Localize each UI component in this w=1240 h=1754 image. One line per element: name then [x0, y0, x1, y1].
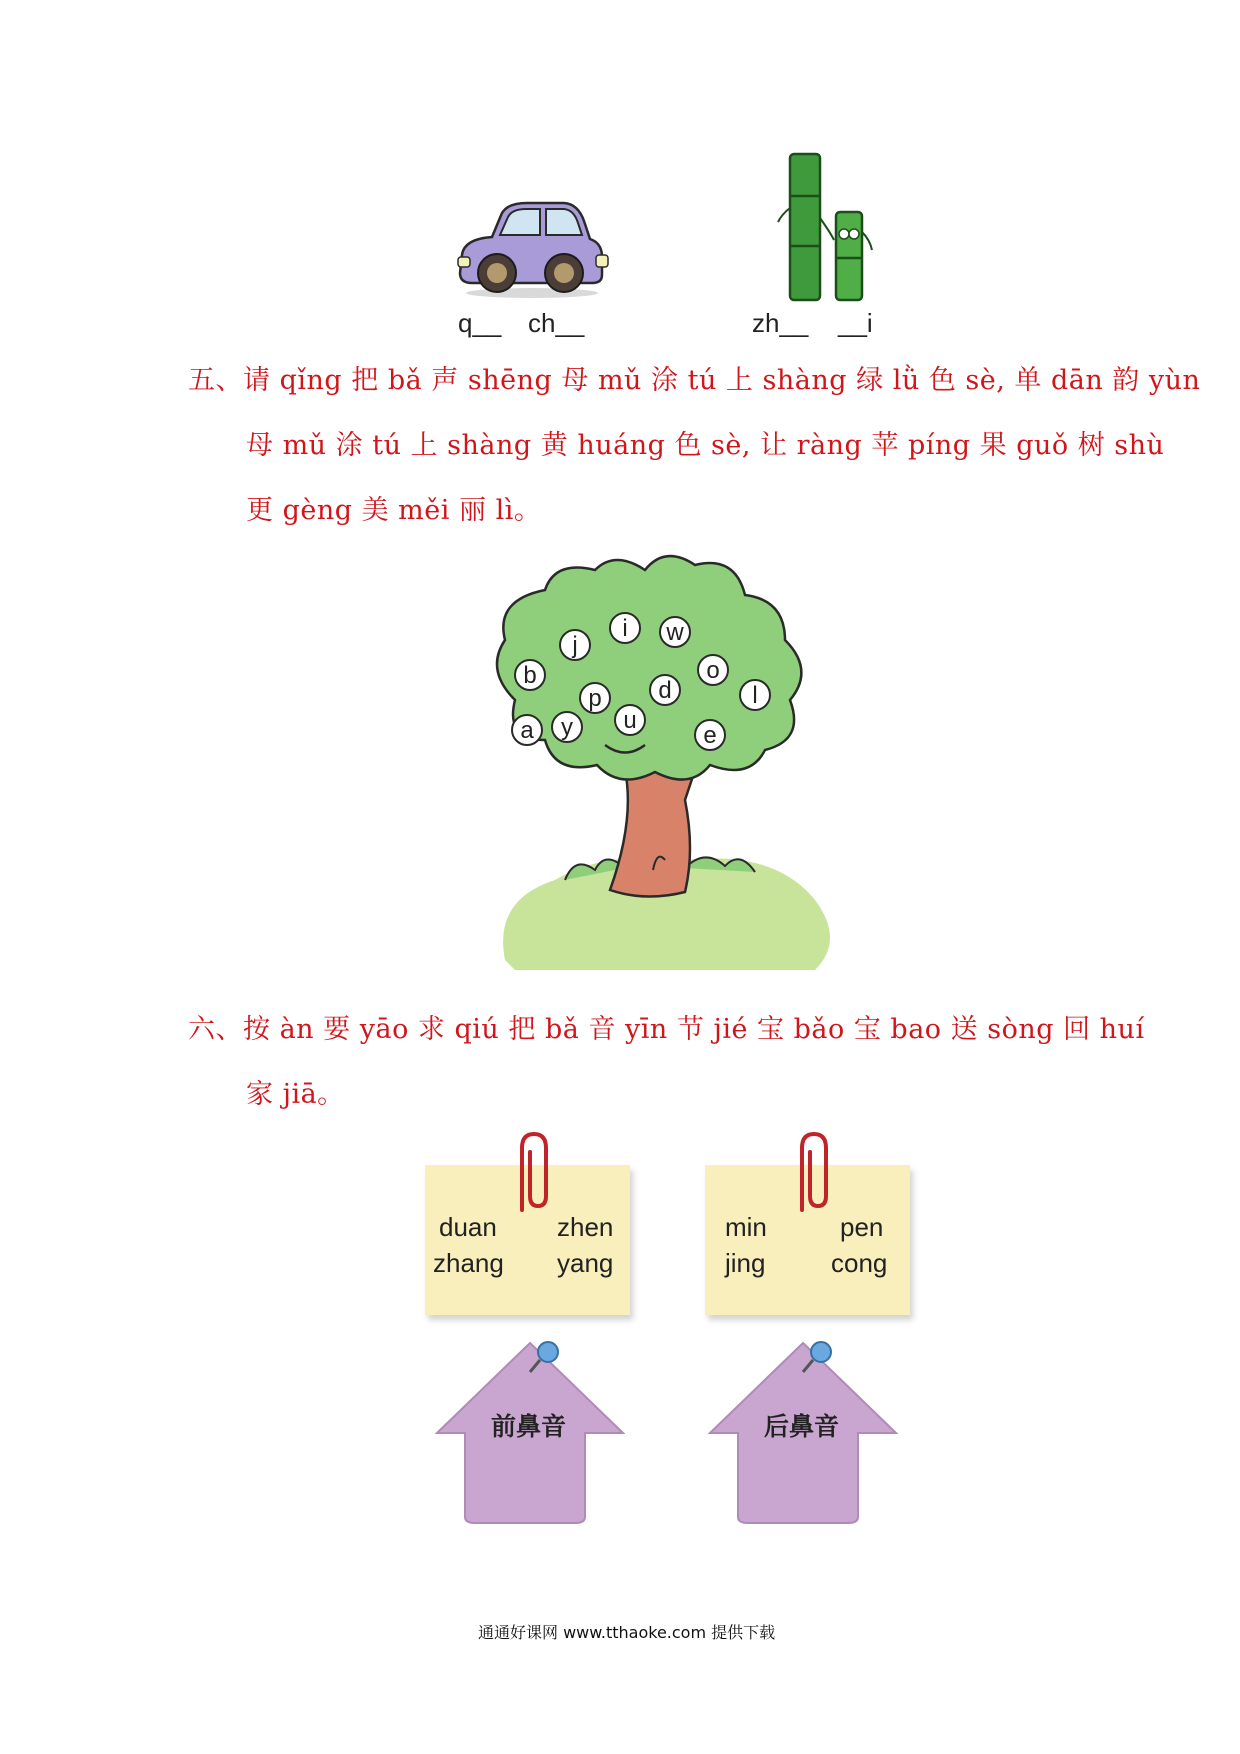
car-blank-q[interactable]: q__	[458, 308, 502, 338]
section5-line2: 母 mǔ 涂 tú 上 shàng 黄 huáng 色 sè, 让 ràng 苹 píng 果 guǒ 树 shù	[246, 430, 1165, 461]
fruit-apple-b[interactable]	[515, 660, 545, 690]
note1-word-yang[interactable]: yang	[557, 1248, 614, 1278]
house-label-front-nasal: 前鼻音	[491, 1412, 567, 1441]
bamboo-blank-i[interactable]: __i	[838, 308, 873, 338]
svg-text:y: y	[561, 714, 573, 741]
note2-word-pen[interactable]: pen	[840, 1212, 884, 1242]
note1-word-zhen[interactable]: zhen	[557, 1212, 614, 1242]
fruit-apple-d[interactable]	[650, 675, 680, 705]
note2-word-cong[interactable]: cong	[831, 1248, 888, 1278]
fruit-apple-o[interactable]	[698, 655, 728, 685]
bamboo-blank-zh[interactable]: zh__	[752, 308, 809, 338]
svg-text:o: o	[706, 657, 720, 684]
section5-line3: 更 gèng 美 měi 丽 lì。	[246, 495, 542, 526]
svg-text:a: a	[520, 717, 534, 744]
section5-line1: 五、请 qǐng 把 bǎ 声 shēng 母 mǔ 涂 tú 上 shàng 绿 lǜ 色 sè, 单 dān 韵 yùn	[188, 365, 1201, 396]
fruit-apple-y[interactable]	[552, 712, 582, 742]
bamboo-icon	[768, 148, 883, 303]
svg-text:w: w	[666, 619, 684, 646]
svg-text:e: e	[703, 722, 717, 749]
car-picture	[452, 195, 612, 300]
fruit-apple-e[interactable]	[695, 720, 725, 750]
note2-word-jing[interactable]: jing	[725, 1248, 766, 1278]
paperclip-icon	[792, 1130, 834, 1224]
paperclip-icon	[512, 1130, 554, 1224]
car-icon	[452, 195, 612, 300]
svg-text:l: l	[752, 682, 758, 709]
apple-tree	[485, 550, 845, 980]
svg-text:j: j	[572, 632, 578, 659]
note1-word-duan[interactable]: duan	[439, 1212, 497, 1242]
fruit-apple-l[interactable]	[740, 680, 770, 710]
fruit-apple-a[interactable]	[512, 715, 542, 745]
pushpin-icon	[795, 1340, 835, 1380]
fruit-apple-w[interactable]	[660, 617, 690, 647]
svg-text:b: b	[523, 662, 537, 689]
svg-text:i: i	[622, 615, 628, 642]
footer-credit: 通通好课网 www.tthaoke.com 提供下载	[478, 1623, 776, 1642]
section6-line2: 家 jiā。	[246, 1079, 345, 1110]
fruit-apple-i[interactable]	[610, 613, 640, 643]
note2-word-min[interactable]: min	[725, 1212, 767, 1242]
fruit-apple-j[interactable]	[560, 630, 590, 660]
apple-tree-illustration	[485, 550, 845, 980]
note1-word-zhang[interactable]: zhang	[433, 1248, 504, 1278]
bamboo-picture	[768, 148, 883, 303]
fruit-apple-u[interactable]	[615, 705, 645, 735]
svg-text:d: d	[658, 677, 672, 704]
car-blank-ch[interactable]: ch__	[528, 308, 585, 338]
house-label-back-nasal: 后鼻音	[764, 1412, 840, 1441]
fruit-apple-p[interactable]	[580, 683, 610, 713]
svg-text:u: u	[623, 707, 637, 734]
svg-text:p: p	[588, 685, 602, 712]
pushpin-icon	[522, 1340, 562, 1380]
section6-line1: 六、按 àn 要 yāo 求 qiú 把 bǎ 音 yīn 节 jié 宝 bǎo 宝 bao 送 sòng 回 huí	[188, 1014, 1145, 1045]
